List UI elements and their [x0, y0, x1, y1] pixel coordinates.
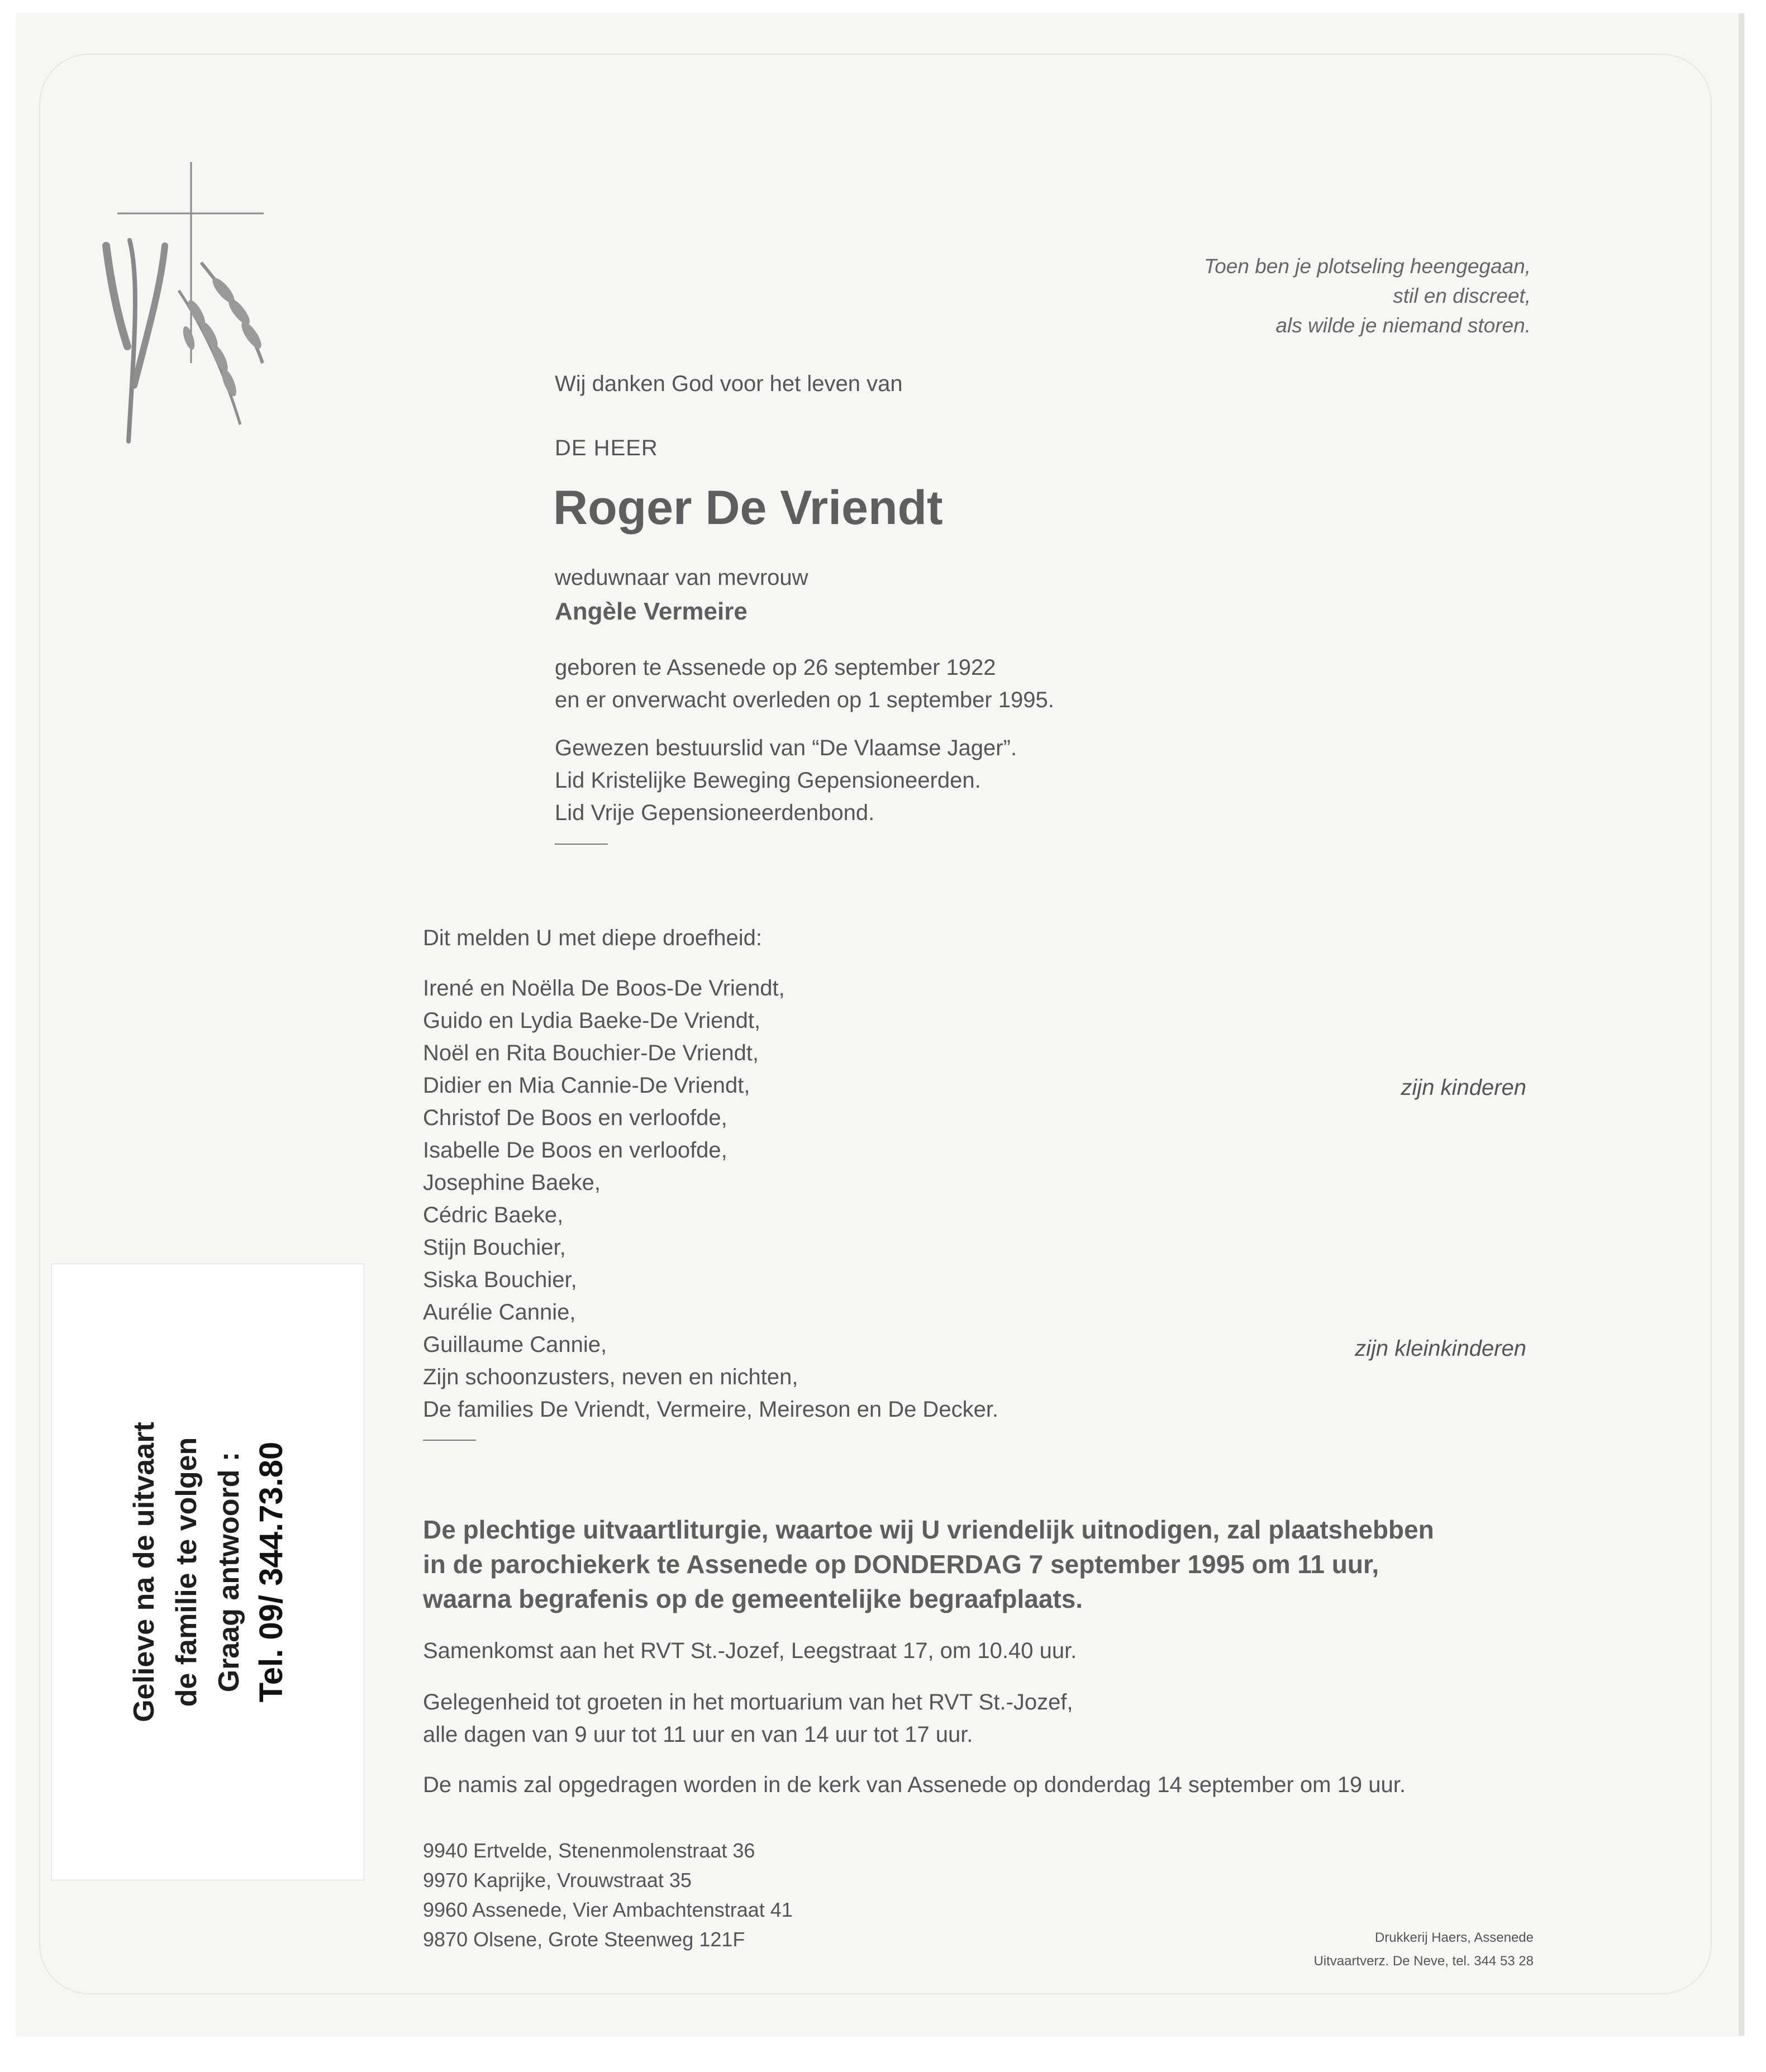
family-member: Guido en Lydia Baeke-De Vriendt,	[423, 1008, 761, 1033]
family-member: Josephine Baeke,	[423, 1170, 601, 1195]
spouse-name: Angèle Vermeire	[555, 598, 748, 625]
family-member: Siska Bouchier,	[423, 1268, 577, 1292]
role-children-label: zijn kinderen	[1401, 1075, 1526, 1100]
membership-line: Lid Kristelijke Beweging Gepensioneerden.	[555, 768, 981, 793]
printer-line: Drukkerij Haers, Assenede	[1374, 1930, 1534, 1945]
family-addresses	[423, 1836, 793, 1954]
mass-notice: De namis zal opgedragen worden in de kerk van Assenede op donderdag 14 september om 19 uur.	[423, 1773, 1406, 1797]
poem-line: stil en discreet,	[1393, 284, 1531, 307]
service-line: waarna begrafenis op de gemeentelijke begraafplaats.	[423, 1584, 1083, 1613]
address-line: 9870 Olsene, Grote Steenweg 121F	[423, 1928, 745, 1951]
widow-of-text: weduwnaar van mevrouw	[555, 565, 808, 590]
poem-line: Toen ben je plotseling heengegaan,	[1204, 255, 1531, 278]
family-list	[423, 972, 998, 1426]
gathering-notice: Samenkomst aan het RVT St.-Jozef, Leegstraat 17, om 10.40 uur.	[423, 1638, 1077, 1663]
address-line: 9960 Assenede, Vier Ambachtenstraat 41	[423, 1898, 793, 1921]
visitation-line: Gelegenheid tot groeten in het mortuarium van het RVT St.-Jozef,	[423, 1690, 1073, 1714]
family-member: Guillaume Cannie,	[423, 1332, 607, 1357]
reply-line: Gelieve na de uitvaart	[128, 1422, 160, 1722]
family-member: Cédric Baeke,	[423, 1203, 564, 1227]
family-member: De families De Vriendt, Vermeire, Meireson en De Decker.	[423, 1397, 999, 1422]
poem	[1117, 251, 1531, 340]
memberships	[555, 732, 1017, 829]
deceased-name: Roger De Vriendt	[553, 481, 943, 535]
family-member: Aurélie Cannie,	[423, 1300, 576, 1325]
family-member: Noël en Rita Bouchier-De Vriendt,	[423, 1041, 759, 1065]
membership-line: Lid Vrije Gepensioneerdenbond.	[555, 801, 875, 825]
divider	[423, 1440, 476, 1441]
reply-line: de familie te volgen	[170, 1437, 203, 1707]
honorific: DE HEER	[555, 436, 658, 460]
family-member: Isabelle De Boos en verloofde,	[423, 1138, 727, 1163]
reply-label-card	[51, 1264, 364, 1880]
reply-line: Graag antwoord :	[213, 1451, 245, 1693]
bio-line: geboren te Assenede op 26 september 1922	[555, 655, 996, 680]
family-member: Zijn schoonzusters, neven en nichten,	[423, 1365, 798, 1389]
printer-line: Uitvaartverz. De Neve, tel. 344 53 28	[1313, 1954, 1534, 1969]
address-line: 9970 Kaprijke, Vrouwstraat 35	[423, 1869, 692, 1892]
family-member: Stijn Bouchier,	[423, 1235, 566, 1260]
family-member: Christof De Boos en verloofde,	[423, 1106, 727, 1130]
service-line: in de parochiekerk te Assenede op DONDERDAG 7 september 1995 om 11 uur,	[423, 1550, 1379, 1579]
service-line: De plechtige uitvaartliturgie, waartoe wij U vriendelijk uitnodigen, zal plaatshebben	[423, 1515, 1434, 1544]
role-grandchildren-label: zijn kleinkinderen	[1355, 1336, 1526, 1361]
visitation-notice	[423, 1686, 1073, 1751]
visitation-line: alle dagen van 9 uur tot 11 uur en van 14 uur tot 17 uur.	[423, 1722, 973, 1747]
divider	[555, 844, 608, 845]
intro-text: Wij danken God voor het leven van	[555, 371, 903, 396]
announcement-text: Dit melden U met diepe droefheid:	[423, 926, 762, 950]
cross-and-wheat-icon	[95, 162, 296, 452]
bio-line: en er onverwacht overleden op 1 september 1995.	[555, 688, 1054, 712]
membership-line: Gewezen bestuurslid van “De Vlaamse Jager”.	[555, 736, 1017, 760]
reply-instructions	[52, 1264, 364, 1880]
family-member: Irené en Noëlla De Boos-De Vriendt,	[423, 976, 785, 1001]
printer-credits	[1218, 1926, 1534, 1973]
poem-line: als wilde je niemand storen.	[1275, 314, 1531, 337]
family-member: Didier en Mia Cannie-De Vriendt,	[423, 1073, 750, 1098]
address-line: 9940 Ertvelde, Stenenmolenstraat 36	[423, 1839, 755, 1862]
reply-phone: Tel. 09/ 344.73.80	[253, 1441, 289, 1703]
biography	[555, 651, 1054, 716]
funeral-service-notice	[423, 1512, 1434, 1616]
